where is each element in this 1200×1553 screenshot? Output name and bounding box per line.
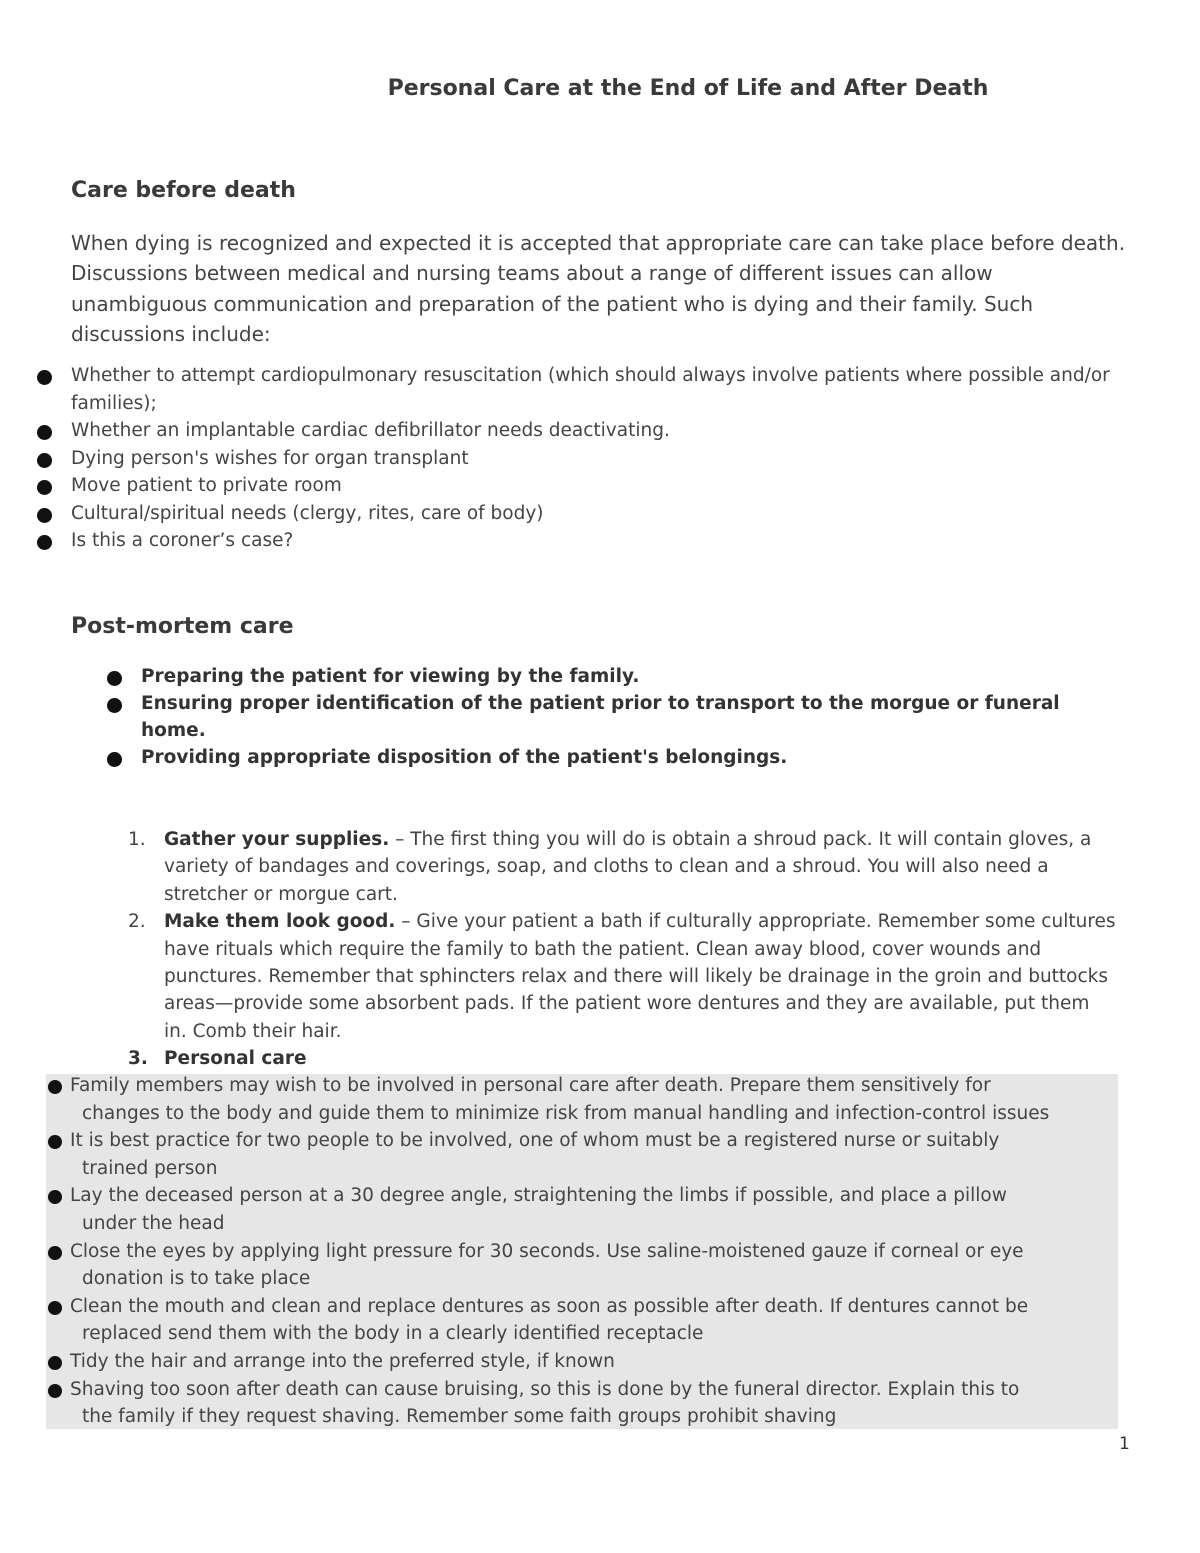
list-item: Ensuring proper identification of the patient prior to transport to the morgue or funeral home. bbox=[106, 690, 1126, 744]
bullet-icon bbox=[48, 1356, 62, 1370]
list-item: Providing appropriate disposition of the patient's belongings. bbox=[106, 744, 1126, 771]
bullet-icon bbox=[107, 752, 122, 767]
list-item: Whether an implantable cardiac defibrillator needs deactivating. bbox=[36, 417, 1116, 445]
list-item: Clean the mouth and clean and replace dentures as soon as possible after death. If dentures cannot be replaced send them with the body in a clearly identified receptacle bbox=[46, 1293, 1118, 1348]
bullet-icon bbox=[48, 1135, 62, 1149]
step-item bbox=[128, 908, 1118, 1045]
care-before-list bbox=[36, 362, 1116, 555]
list-item: Dying person's wishes for organ transplant bbox=[36, 445, 1116, 473]
step-label: Gather your supplies. bbox=[164, 829, 390, 850]
intro-paragraph: When dying is recognized and expected it is accepted that appropriate care can take place before death. Discussions between medical and nursing teams about a range of different issues can allow unambiguous communication and preparation of the patient who is dying and their family. Such discussions include: bbox=[71, 231, 1126, 346]
page-number: 1 bbox=[1119, 1434, 1130, 1454]
step-text: – The first thing you will do is obtain a shroud pack. It will contain gloves, a variety of bandages and coverings, soap, and cloths to clean and a shroud. You will also need a stretcher or morgue cart. bbox=[164, 829, 1092, 905]
post-mortem-goals-list bbox=[106, 663, 1126, 771]
bullet-icon bbox=[48, 1384, 62, 1398]
step-text: – Give your patient a bath if culturally appropriate. Remember some cultures have rituals which require the family to bath the patient. Clean away blood, cover wounds and punctures. Remember that sphincters relax and there will likely be drainage in the groin and buttocks areas—provide some absorbent pads. If the patient wore dentures and they are available, put them in. Comb their hair. bbox=[164, 911, 1116, 1042]
bullet-icon bbox=[107, 698, 122, 713]
list-item: Shaving too soon after death can cause bruising, so this is done by the funeral director. Explain this to the family if they request shaving. Remember some faith groups prohibit shaving bbox=[46, 1376, 1118, 1431]
step-number: 3. bbox=[128, 1048, 148, 1070]
list-item: Cultural/spiritual needs (clergy, rites, care of body) bbox=[36, 500, 1116, 528]
bullet-icon bbox=[37, 535, 52, 550]
step-label: Personal care bbox=[164, 1048, 307, 1070]
list-item: Move patient to private room bbox=[36, 472, 1116, 500]
post-mortem-steps-list bbox=[128, 826, 1118, 1073]
step-number: 2. bbox=[128, 911, 146, 933]
bullet-icon bbox=[48, 1190, 62, 1204]
step-item bbox=[128, 1045, 1118, 1072]
page-title: Personal Care at the End of Life and After Death bbox=[387, 76, 989, 101]
list-item: Lay the deceased person at a 30 degree angle, straightening the limbs if possible, and place a pillow under the head bbox=[46, 1182, 1118, 1237]
list-item: Is this a coroner’s case? bbox=[36, 527, 1116, 555]
bullet-icon bbox=[37, 425, 52, 440]
bullet-icon bbox=[48, 1080, 62, 1094]
personal-care-list bbox=[46, 1072, 1118, 1431]
bullet-icon bbox=[107, 671, 122, 686]
step-number: 1. bbox=[128, 829, 146, 850]
bullet-icon bbox=[48, 1301, 62, 1315]
list-item: Preparing the patient for viewing by the family. bbox=[106, 663, 1126, 690]
list-item: It is best practice for two people to be involved, one of whom must be a registered nurse or suitably trained person bbox=[46, 1127, 1118, 1182]
bullet-icon bbox=[37, 508, 52, 523]
bullet-icon bbox=[37, 370, 52, 385]
section-heading-care-before-death: Care before death bbox=[71, 178, 296, 203]
list-item: Family members may wish to be involved in personal care after death. Prepare them sensitively for changes to the body and guide them to minimize risk from manual handling and infection-control issues bbox=[46, 1072, 1118, 1127]
bullet-icon bbox=[37, 453, 52, 468]
list-item: Close the eyes by applying light pressure for 30 seconds. Use saline-moistened gauze if corneal or eye donation is to take place bbox=[46, 1238, 1118, 1293]
bullet-icon bbox=[48, 1246, 62, 1260]
list-item: Tidy the hair and arrange into the preferred style, if known bbox=[46, 1348, 1118, 1376]
bullet-icon bbox=[37, 480, 52, 495]
list-item: Whether to attempt cardiopulmonary resuscitation (which should always involve patients where possible and/or families); bbox=[36, 362, 1116, 417]
step-item bbox=[128, 826, 1118, 908]
step-label: Make them look good. bbox=[164, 911, 396, 933]
section-heading-post-mortem-care: Post-mortem care bbox=[71, 614, 294, 639]
